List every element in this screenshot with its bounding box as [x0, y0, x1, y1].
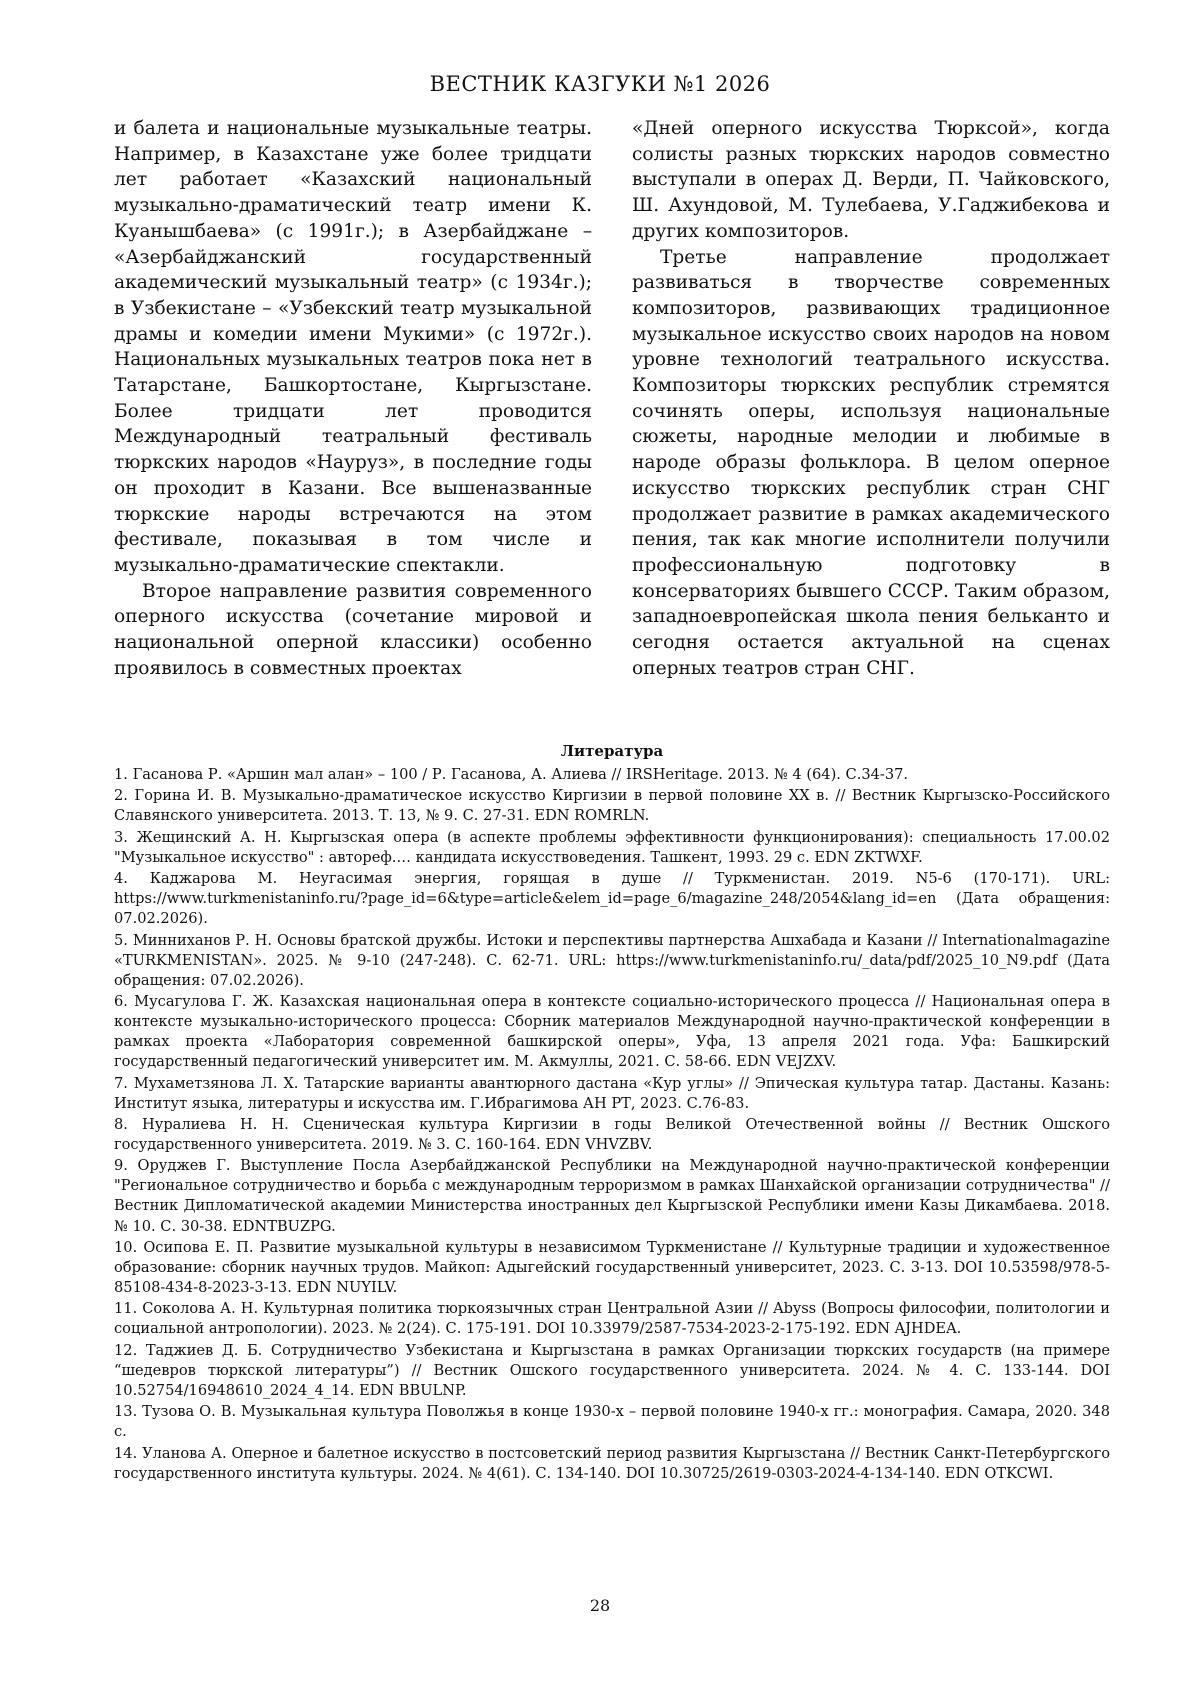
reference-item: 10. Осипова Е. П. Развитие музыкальной культуры в независимом Туркменистане // Культурные традиции и художественное образование: сборник научных трудов. Майкоп: Адыгейский государственный университет, 2023. С. 3-13. DOI 10.53598/978-5-85108-434-8-2023-3-13. EDN NUYILV.	[114, 1238, 1110, 1297]
reference-item: 14. Уланова А. Оперное и балетное искусство в постсоветский период развития Кыргызстана // Вестник Санкт-Петербургского государственного института культуры. 2024. № 4(61). С. 134-140. DOI 10.30725/2619-0303-2024-4-134-140. EDN OTKCWI.	[114, 1444, 1110, 1482]
reference-item: 2. Горина И. В. Музыкально-драматическое искусство Киргизии в первой половине XX в. // Вестник Кыргызско-Российского Славянского университета. 2013. Т. 13, № 9. С. 27-31. EDN ROMRLN.	[114, 787, 1110, 825]
reference-item: 8. Нуралиева Н. Н. Сценическая культура Киргизии в годы Великой Отечественной войны // Вестник Ошского государственного университета. 2019. № 3. С. 160-164. EDN VHVZBV.	[114, 1115, 1110, 1153]
reference-item: 6. Мусагулова Г. Ж. Казахская национальная опера в контексте социально-исторического процесса // Национальная опера в контексте музыкально-исторического процесса: Сборник материалов Международной научно-практической конференции в рамках проекта «Лаборатория современной башкирской оперы», Уфа, 13 апреля 2021 года. Уфа: Башкирский государственный педагогический университет им. М. Акмуллы, 2021. С. 58-66. EDN VEJZXV.	[114, 992, 1110, 1071]
reference-item: 4. Каджарова М. Неугасимая энергия, горящая в душе // Туркменистан. 2019. N5-6 (170-171). URL: https://www.turkmenistaninfo.ru/?page_id=6&type=article&elem_id=page_6/magazine_248/2054&lang_id=en (Дата обращения: 07.02.2026).	[114, 870, 1110, 928]
reference-item: 3. Жещинский А. Н. Кыргызская опера (в аспекте проблемы эффективности функционирования): специальность 17.00.02 "Музыкальное искусство" : автореф.… кандидата искусствоведения. Ташкент, 1993. 29 с. EDN ZKTWXF.	[114, 828, 1110, 866]
references-heading: Литература	[560, 742, 664, 760]
running-header: ВЕСТНИК КАЗГУКИ №1 2026	[429, 72, 771, 96]
body-paragraph: «Дней оперного искусства Тюрксой», когда солисты разных тюркских народов совместно выступали в операх Д. Верди, П. Чайковского, Ш. Ахундовой, М. Тулебаева, У.Гаджибекова и других композиторов.	[632, 118, 1110, 242]
right-column	[632, 116, 1110, 681]
reference-item: 5. Минниханов Р. Н. Основы братской дружбы. Истоки и перспективы партнерства Ашхабада и Казани // Internationalmagazine «TURKMENISTAN». 2025. № 9-10 (247-248). С. 62-71. URL: https://www.turkmenistaninfo.ru/_data/pdf/2025_10_N9.pdf (Дата обращения: 07.02.2026).	[114, 931, 1110, 989]
reference-item: 11. Соколова А. Н. Культурная политика тюркоязычных стран Центральной Азии // Abyss (Вопросы философии, политологии и социальной антропологии). 2023. № 2(24). С. 175-191. DOI 10.33979/2587-7534-2023-2-175-192. EDN AJHDEA.	[114, 1300, 1110, 1338]
reference-item: 13. Тузова О. В. Музыкальная культура Поволжья в конце 1930-х – первой половине 1940-х гг.: монография. Самара, 2020. 348 с.	[114, 1403, 1110, 1441]
body-paragraph: и балета и национальные музыкальные театры. Например, в Казахстане уже более тридцати лет работает «Казахский национальный музыкально-драматический театр имени К. Куанышбаева» (с 1991г.); в Азербайджане – «Азербайджанский государственный академический музыкальный театр» (с 1934г.); в Узбекистане – «Узбекский театр музыкальной драмы и комедии имени Мукими» (с 1972г.). Национальных музыкальных театров пока нет в Татарстане, Башкортостане, Кыргызстане. Более тридцати лет проводится Международный театральный фестиваль тюркских народов «Науруз», в последние годы он проходит в Казани. Все вышеназванные тюркские народы встречаются на этом фестивале, показывая в том числе и музыкально-драматические спектакли.	[114, 118, 592, 576]
reference-item: 12. Таджиев Д. Б. Сотрудничество Узбекистана и Кыргызстана в рамках Организации тюркских государств (на примере “шедевров тюркской литературы”) // Вестник Ошского государственного университета. 2024. № 4. С. 133-144. DOI 10.52754/16948610_2024_4_14. EDN BBULNP.	[114, 1341, 1110, 1399]
reference-item: 9. Оруджев Г. Выступление Посла Азербайджанской Республики на Международной научно-практической конференции "Региональное сотрудничество и борьба с международным терроризмом в рамках Шанхайской организации сотрудничества" // Вестник Дипломатической академии Министерства иностранных дел Кыргызской Республики имени Казы Дикамбаева. 2018. № 10. С. 30-38. EDNTBUZPG.	[114, 1157, 1110, 1235]
body-paragraph: Второе направление развития современного оперного искусства (сочетание мировой и национальной оперной классики) особенно проявилось в совместных проектах	[114, 580, 592, 679]
left-column	[114, 116, 592, 681]
references-list	[114, 765, 1110, 1485]
body-paragraph: Третье направление продолжает развиваться в творчестве современных композиторов, развивающих традиционное музыкальное искусство своих народов на новом уровне технологий театрального искусства. Композиторы тюркских республик стремятся сочинять оперы, используя национальные сюжеты, народные мелодии и любимые в народе образы фольклора. В целом оперное искусство тюркских республик стран СНГ продолжает развитие в рамках академического пения, так как многие исполнители получили профессиональную подготовку в консерваториях бывшего СССР. Таким образом, западноевропейская школа пения бельканто и сегодня остается актуальной на сценах оперных театров стран СНГ.	[632, 246, 1110, 679]
page-number: 28	[589, 1596, 611, 1615]
reference-item: 1. Гасанова Р. «Аршин мал алан» – 100 / Р. Гасанова, А. Алиева // IRSHeritage. 2013. № 4 (64). С.34-37.	[114, 766, 909, 783]
body-columns	[114, 116, 1110, 681]
reference-item: 7. Мухаметзянова Л. Х. Татарские варианты авантюрного дастана «Кур углы» // Эпическая культура татар. Дастаны. Казань: Институт языка, литературы и искусства им. Г.Ибрагимова АН РТ, 2023. С.76-83.	[114, 1074, 1110, 1112]
